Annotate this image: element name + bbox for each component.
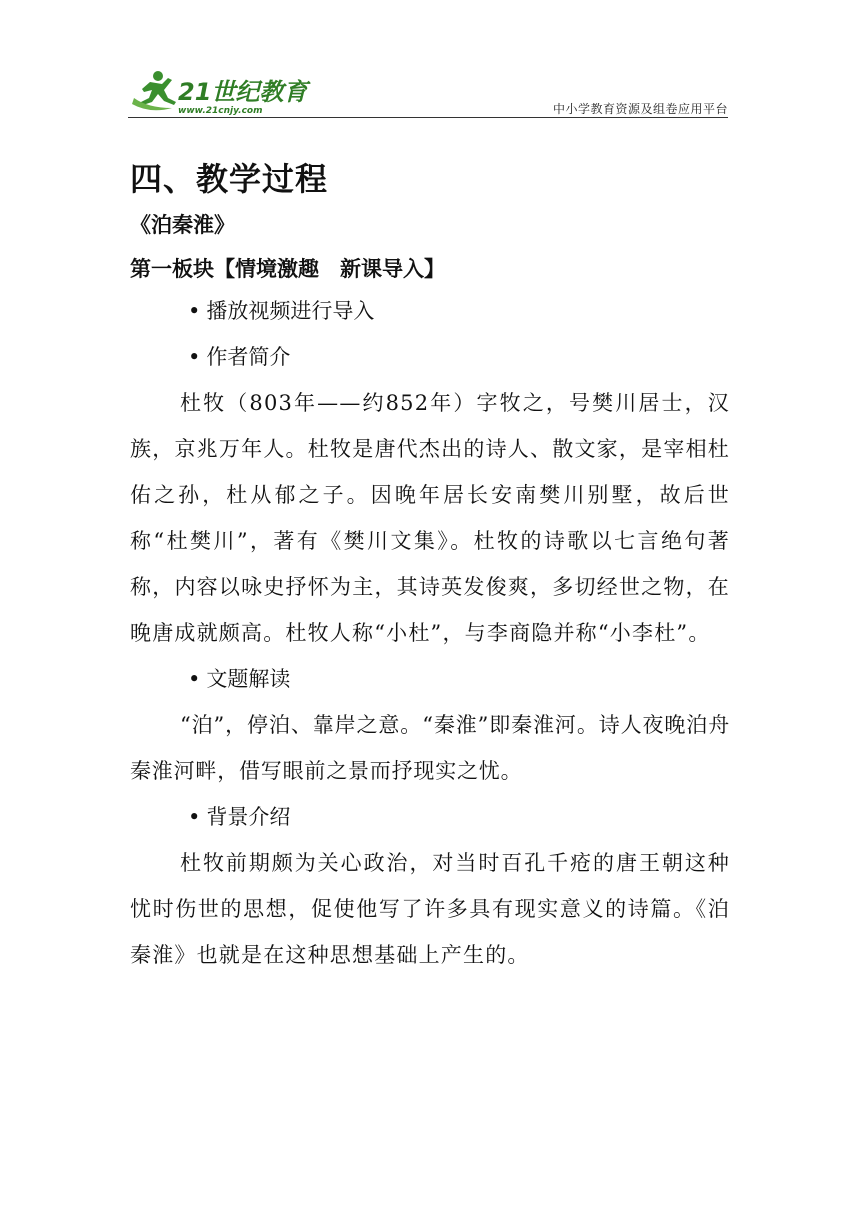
- bullet-mark: •: [188, 805, 201, 829]
- svg-text:www.21cnjy.com: www.21cnjy.com: [178, 106, 263, 116]
- title-meaning-paragraph: “泊”，停泊、靠岸之意。“秦淮”即秦淮河。诗人夜晚泊舟秦淮河畔，借写眼前之景而抒现实之忧。: [130, 713, 730, 783]
- bullet-label: 作者简介: [206, 345, 291, 369]
- bullet-label: 文题解读: [206, 667, 291, 691]
- background-paragraph: 杜牧前期颇为关心政治，对当时百孔千疮的唐王朝这种忧时伤世的思想，促使他写了许多具有现实意义的诗篇。《泊秦淮》也就是在这种思想基础上产生的。: [130, 851, 730, 967]
- bullet-mark: •: [188, 667, 201, 691]
- bullet-author: [130, 334, 730, 380]
- bullet-background: [130, 794, 730, 840]
- header-divider: [128, 117, 728, 118]
- section-title: 四、教学过程: [130, 160, 329, 198]
- bullet-label: 背景介绍: [206, 805, 291, 829]
- bullet-label: 播放视频进行导入: [206, 299, 375, 323]
- bullet-mark: •: [188, 299, 201, 323]
- block-heading: 第一板块【情境激趣 新课导入】: [130, 257, 445, 281]
- poem-title: 《泊秦淮》: [130, 212, 235, 237]
- author-bio-paragraph: 杜牧（803年——约852年）字牧之，号樊川居士，汉族，京兆万年人。杜牧是唐代杰出的诗人、散文家，是宰相杜佑之孙，杜从郁之子。因晚年居长安南樊川别墅，故后世称“杜樊川”，著有《樊川文集》。杜牧的诗歌以七言绝句著称，内容以咏史抒怀为主，其诗英发俊爽，多切经世之物，在晚唐成就颇高。杜牧人称“小杜”，与李商隐并称“小李杜”。: [130, 391, 730, 645]
- header-tagline: 中小学教育资源及组卷应用平台: [552, 102, 728, 116]
- bullet-title-reading: [130, 656, 730, 702]
- runner-logo-icon: [128, 68, 308, 116]
- bullet-video: [130, 288, 730, 334]
- page-header: [128, 68, 728, 120]
- bullet-mark: •: [188, 345, 201, 369]
- document-body: [130, 156, 730, 978]
- svg-text:21世纪教育: 21世纪教育: [178, 78, 308, 106]
